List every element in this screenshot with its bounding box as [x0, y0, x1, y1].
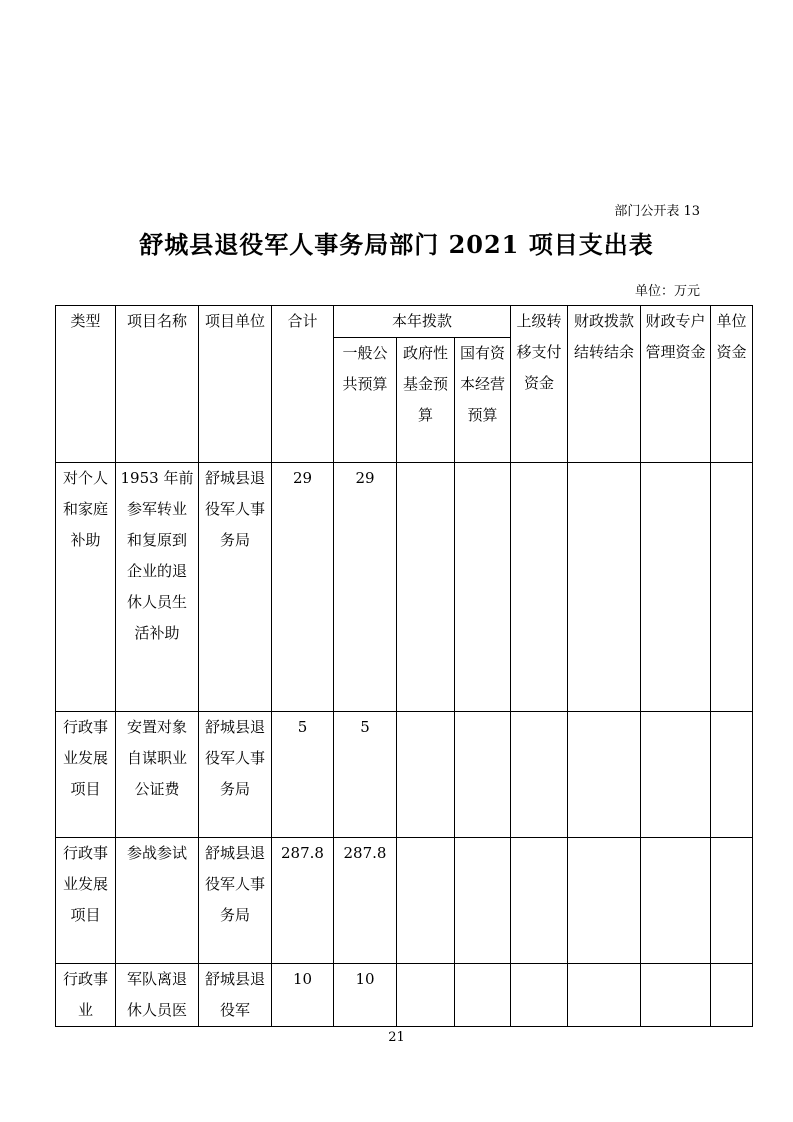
cell-empty	[455, 838, 511, 964]
cell-empty	[455, 712, 511, 838]
table-row	[56, 712, 753, 838]
cell-empty	[711, 838, 753, 964]
table-row	[56, 463, 753, 712]
header-special-funds: 财政专户管理资金	[641, 306, 711, 463]
header-upper-transfer: 上级转移支付资金	[511, 306, 568, 463]
cell-empty	[511, 712, 568, 838]
document-reference: 部门公开表 13	[614, 204, 700, 219]
header-carryover: 财政拨款结转结余	[568, 306, 641, 463]
cell-empty	[641, 463, 711, 712]
cell-total: 10	[272, 964, 334, 1027]
cell-empty	[641, 838, 711, 964]
page-title: 舒城县退役军人事务局部门 2021 项目支出表	[139, 230, 654, 259]
cell-type: 对个人和家庭补助	[56, 463, 116, 712]
cell-project-unit: 舒城县退役军人事务局	[199, 838, 272, 964]
header-state-capital: 国有资本经营预算	[455, 338, 511, 463]
cell-empty	[397, 712, 455, 838]
cell-empty	[568, 964, 641, 1027]
cell-empty	[397, 964, 455, 1027]
cell-empty	[455, 964, 511, 1027]
cell-empty	[711, 463, 753, 712]
table-row	[56, 964, 753, 1027]
cell-project-name: 安置对象自谋职业公证费	[116, 712, 199, 838]
cell-type: 行政事业发展项目	[56, 712, 116, 838]
cell-total: 287.8	[272, 838, 334, 964]
header-current-year: 本年拨款	[334, 306, 511, 338]
cell-project-unit: 舒城县退役军人事务局	[199, 712, 272, 838]
cell-empty	[397, 463, 455, 712]
cell-project-unit: 舒城县退役军人事务局	[199, 463, 272, 712]
cell-empty	[641, 712, 711, 838]
expenditure-table	[55, 305, 753, 1027]
header-total: 合计	[272, 306, 334, 463]
header-fund-budget: 政府性基金预算	[397, 338, 455, 463]
cell-empty	[511, 964, 568, 1027]
header-general-budget: 一般公共预算	[334, 338, 397, 463]
table-row	[56, 838, 753, 964]
cell-project-name: 1953 年前参军转业和复原到企业的退休人员生活补助	[116, 463, 199, 712]
cell-general-budget: 5	[334, 712, 397, 838]
cell-empty	[568, 838, 641, 964]
unit-label: 单位：万元	[634, 284, 700, 299]
header-row	[56, 306, 753, 338]
header-type: 类型	[56, 306, 116, 463]
cell-general-budget: 287.8	[334, 838, 397, 964]
header-project-name: 项目名称	[116, 306, 199, 463]
header-unit-funds: 单位资金	[711, 306, 753, 463]
header-project-unit: 项目单位	[199, 306, 272, 463]
cell-project-name: 参战参试	[116, 838, 199, 964]
cell-total: 29	[272, 463, 334, 712]
cell-total: 5	[272, 712, 334, 838]
cell-general-budget: 10	[334, 964, 397, 1027]
cell-empty	[711, 964, 753, 1027]
cell-type: 行政事业	[56, 964, 116, 1027]
cell-empty	[568, 712, 641, 838]
cell-empty	[511, 838, 568, 964]
cell-project-name: 军队离退休人员医	[116, 964, 199, 1027]
cell-empty	[641, 964, 711, 1027]
cell-empty	[397, 838, 455, 964]
cell-project-unit: 舒城县退役军	[199, 964, 272, 1027]
cell-empty	[711, 712, 753, 838]
cell-empty	[511, 463, 568, 712]
cell-general-budget: 29	[334, 463, 397, 712]
cell-type: 行政事业发展项目	[56, 838, 116, 964]
page-number: 21	[388, 1030, 405, 1045]
cell-empty	[455, 463, 511, 712]
cell-empty	[568, 463, 641, 712]
